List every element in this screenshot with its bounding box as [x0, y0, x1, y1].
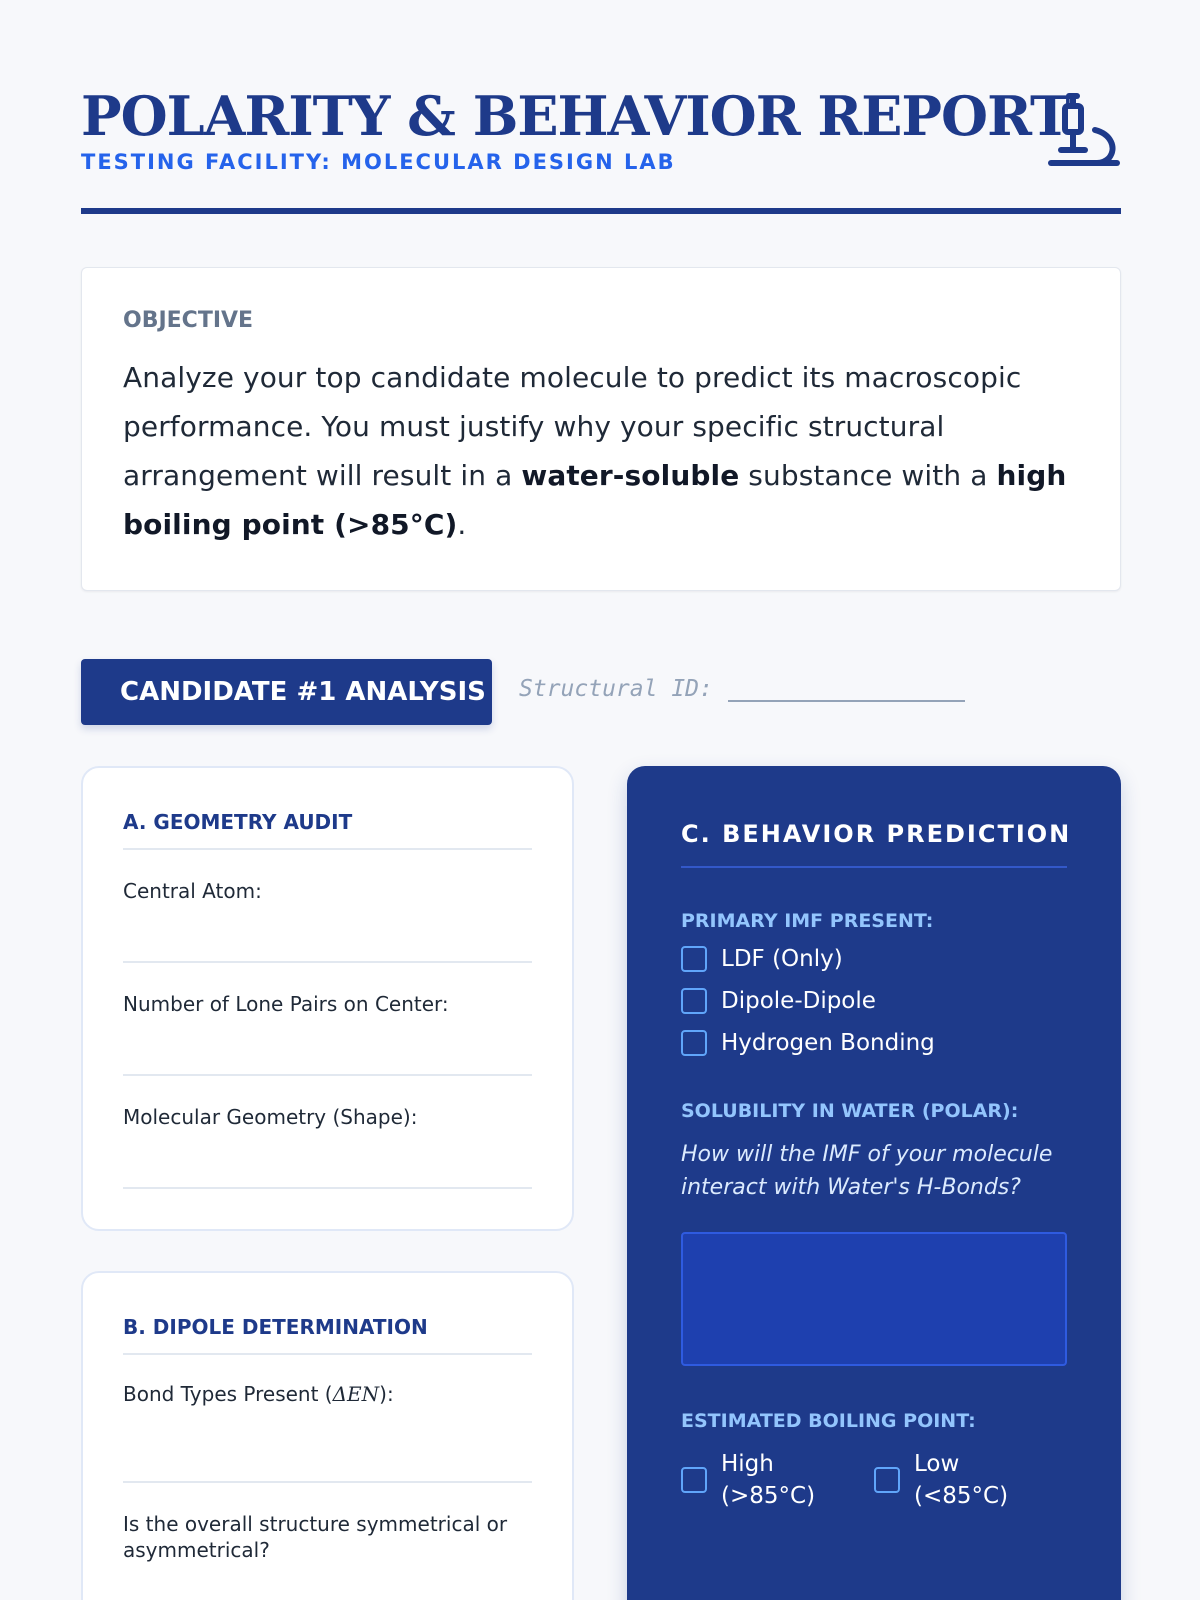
bond-types-label-prefix: Bond Types Present ( [123, 1382, 333, 1406]
checkbox[interactable] [681, 1467, 707, 1493]
page-subtitle: TESTING FACILITY: MOLECULAR DESIGN LAB [81, 150, 676, 174]
objective-label: OBJECTIVE [123, 308, 254, 333]
imf-option-label: Dipole-Dipole [721, 988, 876, 1014]
structural-id-field[interactable] [728, 700, 965, 702]
boiling-point-high-label [721, 1448, 815, 1512]
objective-text-part: Analyze your top candidate molecule to predict its macroscopic performance. You must justify why your specific structural arrangement will result in a [123, 361, 1022, 492]
boiling-point-low-option[interactable] [874, 1448, 1067, 1512]
molecular-geometry-label: Molecular Geometry (Shape): [123, 1105, 418, 1129]
boiling-point-high-option[interactable] [681, 1448, 874, 1512]
checkbox[interactable] [681, 988, 707, 1014]
boiling-point-low-label [914, 1448, 1008, 1512]
header-divider [81, 208, 1121, 214]
symmetry-label: Is the overall structure symmetrical or asymmetrical? [123, 1512, 508, 1562]
solubility-question: How will the IMF of your molecule interact with Water's H-Bonds? [681, 1142, 1053, 1200]
bp-low-line1: Low [914, 1451, 960, 1477]
structural-id-label: Structural ID: [519, 676, 713, 702]
objective-text-part: substance with a [739, 459, 997, 492]
checkbox[interactable] [681, 1030, 707, 1056]
geometry-audit-title: A. GEOMETRY AUDIT [123, 768, 532, 850]
dipole-determination-card [81, 1271, 574, 1600]
objective-panel [81, 267, 1121, 591]
candidate-badge: CANDIDATE #1 ANALYSIS [81, 659, 492, 725]
bp-high-line2: (>85°C) [721, 1483, 816, 1509]
lone-pairs-label: Number of Lone Pairs on Center: [123, 992, 449, 1016]
dipole-determination-title: B. DIPOLE DETERMINATION [123, 1273, 532, 1355]
delta-en-symbol: ΔEN [332, 1382, 380, 1406]
objective-emphasis-water-soluble: water-soluble [521, 459, 740, 492]
behavior-prediction-card [627, 766, 1121, 1600]
central-atom-field[interactable] [123, 850, 532, 963]
microscope-icon [1047, 90, 1121, 168]
solubility-answer-box[interactable] [681, 1232, 1067, 1366]
bp-low-line2: (<85°C) [914, 1483, 1009, 1509]
imf-option-ldf[interactable] [681, 946, 1067, 972]
lone-pairs-field[interactable] [123, 963, 532, 1076]
boiling-point-label: ESTIMATED BOILING POINT: [681, 1410, 976, 1432]
objective-text [123, 353, 1080, 549]
report-header [81, 80, 1121, 214]
molecular-geometry-field[interactable] [123, 1076, 532, 1189]
objective-text-part: . [457, 508, 467, 541]
solubility-label: SOLUBILITY IN WATER (POLAR): [681, 1100, 1019, 1122]
imf-option-label: Hydrogen Bonding [721, 1030, 935, 1056]
imf-option-hydrogen-bonding[interactable] [681, 1030, 1067, 1056]
geometry-audit-card [81, 766, 574, 1231]
page-title: POLARITY & BEHAVIOR REPORT [81, 84, 1070, 148]
boiling-point-options [681, 1448, 1067, 1512]
checkbox[interactable] [874, 1467, 900, 1493]
objective-emphasis-boiling-point: high boiling point (>85°C) [123, 459, 1067, 541]
bond-types-label [123, 1381, 532, 1407]
bp-high-line1: High [721, 1451, 774, 1477]
imf-label: PRIMARY IMF PRESENT: [681, 910, 934, 932]
imf-option-dipole-dipole[interactable] [681, 988, 1067, 1014]
symmetry-field[interactable] [123, 1483, 532, 1596]
checkbox[interactable] [681, 946, 707, 972]
bond-types-label-suffix: ): [379, 1382, 394, 1406]
bond-types-field[interactable] [123, 1355, 532, 1483]
central-atom-label: Central Atom: [123, 879, 262, 903]
behavior-prediction-title: C. BEHAVIOR PREDICTION [681, 766, 1067, 868]
imf-option-label: LDF (Only) [721, 946, 843, 972]
